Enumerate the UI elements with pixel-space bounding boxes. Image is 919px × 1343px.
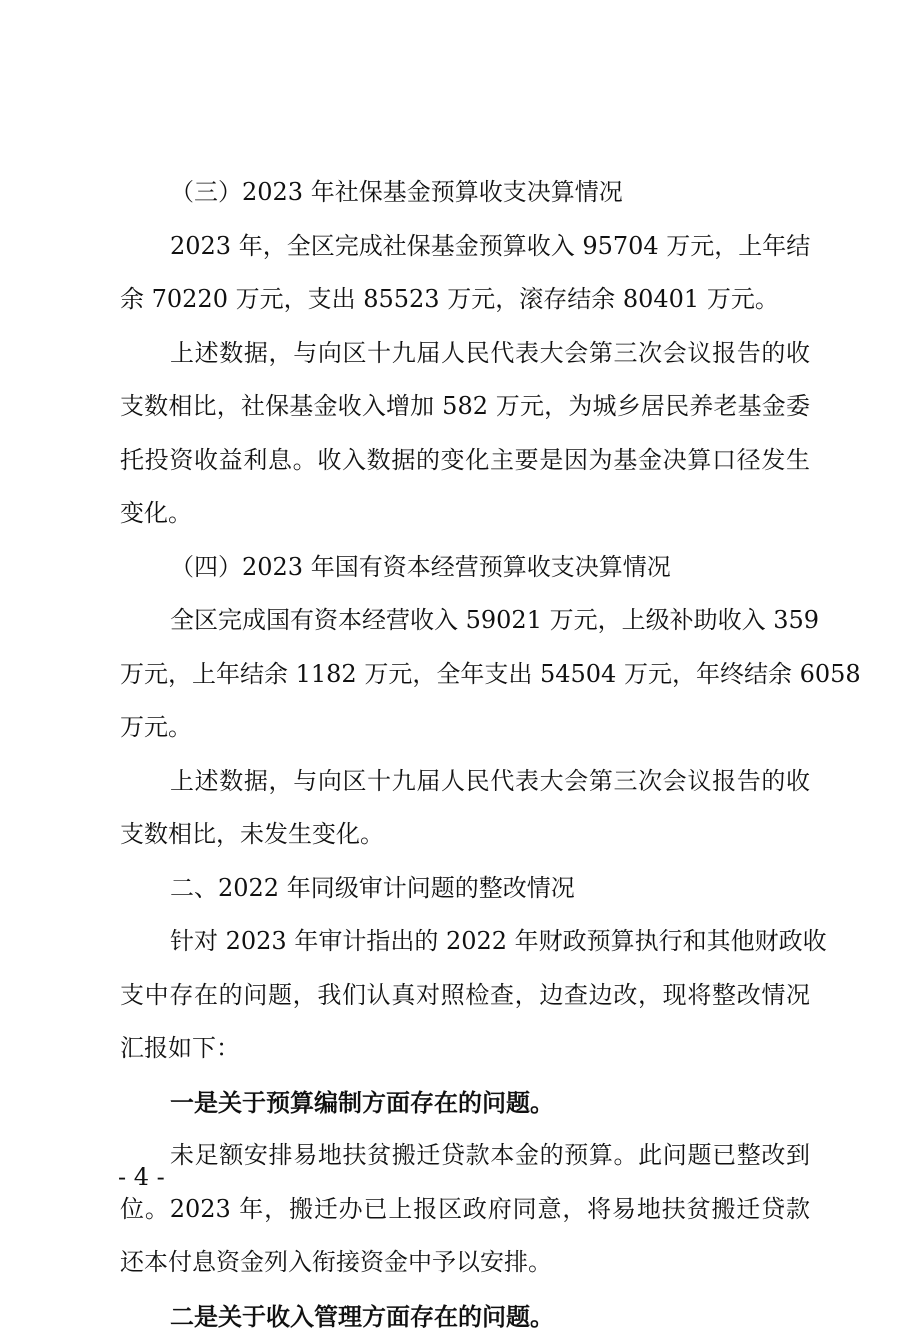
paragraph-line: 上述数据，与向区十九届人民代表大会第三次会议报告的收: [120, 755, 810, 809]
section-heading-social-fund: （三）2023 年社保基金预算收支决算情况: [120, 166, 810, 220]
paragraph-line: 未足额安排易地扶贫搬迁贷款本金的预算。此问题已整改到: [120, 1129, 810, 1183]
paragraph-line: 支中存在的问题，我们认真对照检查，边查边改，现将整改情况: [120, 969, 810, 1023]
subheading-budget-compilation: 一是关于预算编制方面存在的问题。: [120, 1076, 810, 1130]
paragraph-line: 2023 年，全区完成社保基金预算收入 95704 万元，上年结: [120, 220, 810, 274]
section-heading-audit-rectification: 二、2022 年同级审计问题的整改情况: [120, 862, 810, 916]
paragraph-line: 汇报如下：: [120, 1022, 810, 1076]
paragraph-line: 余 70220 万元，支出 85523 万元，滚存结余 80401 万元。: [120, 273, 810, 327]
paragraph-line: 万元，上年结余 1182 万元，全年支出 54504 万元，年终结余 6058: [120, 648, 810, 702]
section-heading-state-capital: （四）2023 年国有资本经营预算收支决算情况: [120, 541, 810, 595]
paragraph-line: 上述数据，与向区十九届人民代表大会第三次会议报告的收: [120, 327, 810, 381]
paragraph-line: 位。2023 年，搬迁办已上报区政府同意，将易地扶贫搬迁贷款: [120, 1183, 810, 1237]
page-number: - 4 -: [118, 1162, 165, 1192]
document-body: [120, 166, 810, 1343]
paragraph-line: 针对 2023 年审计指出的 2022 年财政预算执行和其他财政收: [120, 915, 810, 969]
paragraph-line: 还本付息资金列入衔接资金中予以安排。: [120, 1236, 810, 1290]
paragraph-line: 支数相比，未发生变化。: [120, 808, 810, 862]
subheading-income-management: 二是关于收入管理方面存在的问题。: [120, 1290, 810, 1343]
paragraph-line: 全区完成国有资本经营收入 59021 万元，上级补助收入 359: [120, 594, 810, 648]
paragraph-line: 支数相比，社保基金收入增加 582 万元，为城乡居民养老基金委: [120, 380, 810, 434]
paragraph-line: 托投资收益利息。收入数据的变化主要是因为基金决算口径发生: [120, 434, 810, 488]
paragraph-line: 万元。: [120, 701, 810, 755]
paragraph-line: 变化。: [120, 487, 810, 541]
